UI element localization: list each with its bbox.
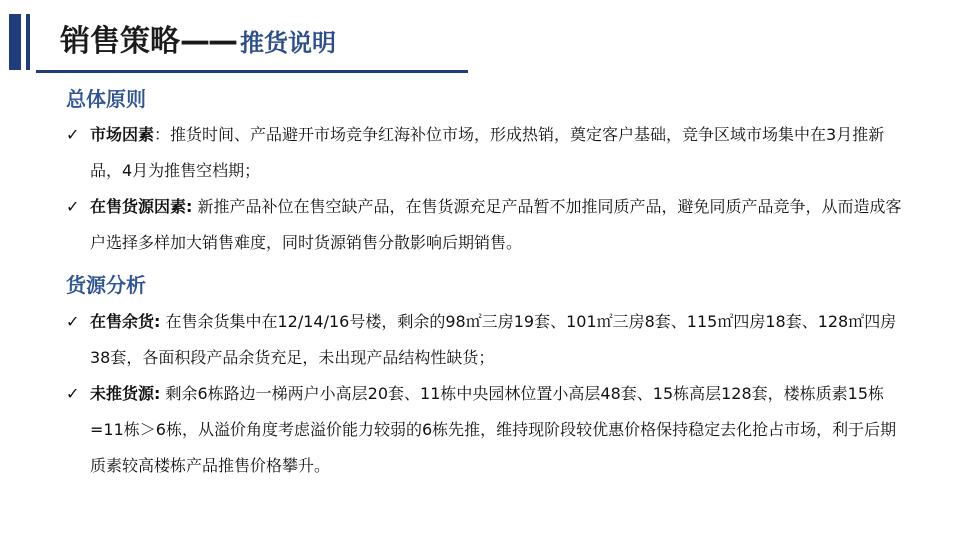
header-accent-bar (9, 14, 21, 70)
page-title (60, 20, 336, 64)
item-label: 在售货源因素: (90, 197, 193, 216)
section-heading-principles: 总体原则 (66, 87, 146, 111)
check-icon: ✓ (66, 384, 80, 403)
header-underline (36, 70, 468, 73)
header-accent-line (26, 14, 30, 70)
check-icon: ✓ (66, 125, 80, 144)
item-label: 市场因素 (90, 125, 155, 144)
item-text: 新推产品补位在售空缺产品，在售货源充足产品暂不加推同质产品，避免同质产品竞争，从而造成客户选择多样加大销售难度，同时货源销售分散影响后期销售。 (90, 197, 902, 252)
list-item (66, 117, 906, 189)
check-icon: ✓ (66, 197, 80, 216)
item-text: 在售余货集中在12/14/16号楼，剩余的98㎡三房19套、101㎡三房8套、115㎡四房18套、128㎡四房38套，各面积段产品余货充足，未出现产品结构性缺货； (90, 312, 897, 367)
item-label: 在售余货: (90, 312, 161, 331)
check-icon: ✓ (66, 312, 80, 331)
page-title-dash: —— (180, 24, 236, 59)
list-item (66, 304, 906, 376)
list-item (66, 376, 906, 484)
item-label: 未推货源: (90, 384, 161, 403)
page-title-sub: 推货说明 (240, 29, 336, 57)
item-text: 剩余6栋路边一梯两户小高层20套、11栋中央园林位置小高层48套、15栋高层128套，楼栋质素15栋=11栋＞6栋，从溢价角度考虑溢价能力较弱的6栋先推，维持现阶段较优惠价格保持稳定去化抢占市场，利于后期质素较高楼栋产品推售价格攀升。 (90, 384, 897, 475)
list-item (66, 189, 906, 261)
section-heading-supply-analysis: 货源分析 (66, 273, 146, 297)
page-title-main: 销售策略 (60, 24, 180, 59)
item-separator: ： (154, 125, 171, 144)
item-text: 推货时间、产品避开市场竞争红海补位市场，形成热销，奠定客户基础，竞争区域市场集中在3月推新品，4月为推售空档期； (90, 125, 885, 180)
